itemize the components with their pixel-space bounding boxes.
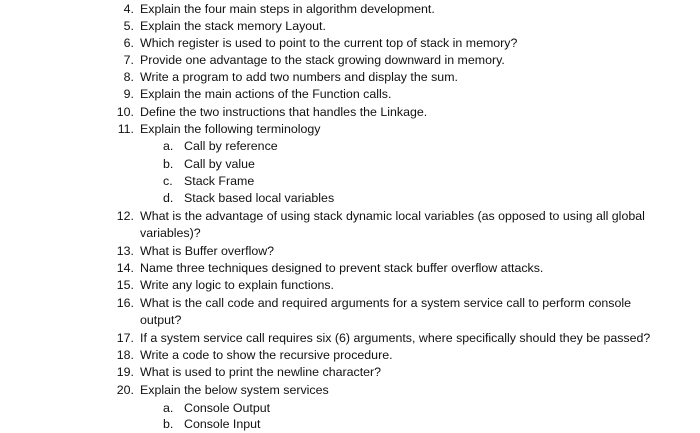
question-text: Name three techniques designed to prevent stack buffer overflow attacks.	[140, 261, 544, 275]
question-text: What is Buffer overflow?	[140, 244, 275, 258]
sub-item-letter: c.	[163, 174, 173, 188]
question-number: 16.	[116, 296, 134, 310]
question-number: 8.	[123, 70, 134, 84]
question-number: 9.	[123, 87, 134, 101]
sub-item-text: Stack based local variables	[184, 191, 335, 205]
question-number: 15.	[116, 278, 134, 292]
question-number: 7.	[123, 53, 134, 67]
sub-item-text: Console Output	[184, 401, 271, 415]
sub-item-text: Console Input	[184, 417, 261, 431]
question-number: 18.	[116, 348, 134, 362]
question-number: 14.	[116, 261, 134, 275]
question-text: Write any logic to explain functions.	[140, 278, 334, 292]
question-number: 17.	[116, 331, 134, 345]
question-text: Write a program to add two numbers and display the sum.	[140, 70, 458, 84]
question-number: 20.	[116, 383, 134, 397]
sub-item-text: Call by reference	[184, 139, 278, 153]
question-number: 10.	[116, 105, 134, 119]
question-text: Provide one advantage to the stack growing downward in memory.	[140, 53, 505, 67]
question-text: Explain the below system services	[140, 383, 329, 397]
sub-item-letter: a.	[163, 401, 174, 415]
question-text: What is the advantage of using stack dynamic local variables (as opposed to using all global	[140, 209, 645, 223]
sub-item-letter: d.	[163, 191, 174, 205]
sub-item-text: Call by value	[184, 157, 255, 171]
question-text: Define the two instructions that handles the Linkage.	[140, 105, 428, 119]
question-text: If a system service call requires six (6) arguments, where specifically should they be passed?	[140, 331, 651, 345]
question-text-continuation: variables)?	[140, 226, 201, 240]
question-number: 6.	[123, 36, 134, 50]
question-text: Write a code to show the recursive procedure.	[140, 348, 393, 362]
question-text: What is used to print the newline character?	[140, 365, 382, 379]
question-number: 12.	[116, 209, 134, 223]
question-text: Explain the four main steps in algorithm development.	[140, 2, 435, 16]
question-number: 5.	[123, 19, 134, 33]
question-number: 13.	[116, 244, 134, 258]
question-text: Explain the stack memory Layout.	[140, 19, 326, 33]
question-number: 19.	[116, 365, 134, 379]
sub-item-letter: b.	[163, 417, 174, 431]
question-number: 11.	[117, 122, 134, 136]
question-text: Explain the main actions of the Function calls.	[140, 87, 392, 101]
sub-item-letter: a.	[163, 139, 174, 153]
question-text-continuation: output?	[140, 313, 182, 327]
sub-item-letter: b.	[163, 157, 174, 171]
question-text: Which register is used to point to the current top of stack in memory?	[140, 36, 518, 50]
sub-item-text: Stack Frame	[184, 174, 255, 188]
question-text: Explain the following terminology	[140, 122, 321, 136]
question-number: 4.	[123, 2, 134, 16]
question-text: What is the call code and required arguments for a system service call to perform console	[140, 296, 632, 310]
